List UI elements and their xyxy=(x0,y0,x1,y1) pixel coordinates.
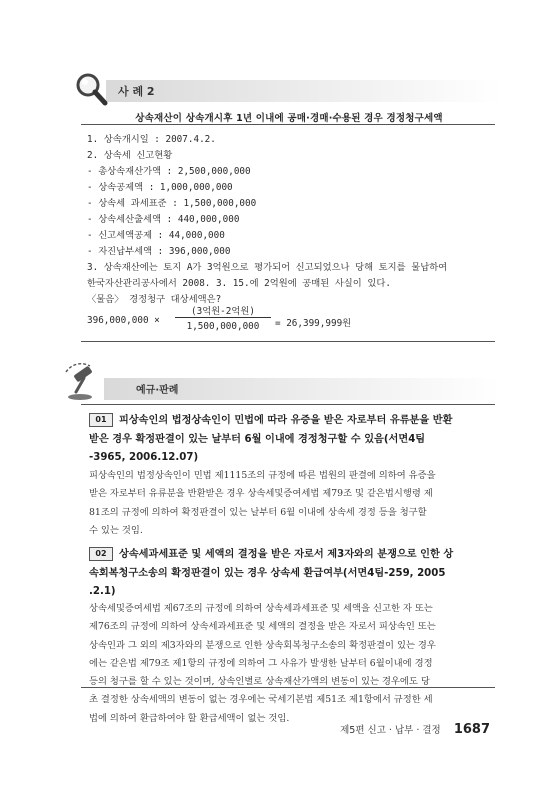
formula-denominator: 1,500,000,000 xyxy=(186,321,260,332)
page-number: 1687 xyxy=(453,722,490,737)
formula xyxy=(87,303,487,337)
rulings-bottom-divider xyxy=(81,687,495,688)
ruling-item-body xyxy=(89,600,494,728)
rulings-label: 예규·판례 xyxy=(136,385,179,396)
item-number-badge: 01 xyxy=(89,413,113,427)
ruling-body-line: 상속세및증여세법 제67조의 규정에 의하여 상속세과세표준 및 세액을 신고한 자 또는 xyxy=(89,603,433,614)
case-line: - 신고세액공제 : 44,000,000 xyxy=(87,230,225,241)
ruling-title-line: 받은 경우 확정판결이 있는 날부터 6월 이내에 경정청구할 수 있음(서면4팀 xyxy=(89,433,426,445)
ruling-body-line: 에는 같은법 제79조 제1항의 규정에 의하여 그 사유가 발생한 날부터 6월이내에 경정 xyxy=(89,657,433,669)
case-header-bar xyxy=(106,80,502,102)
case-subtitle: 상속재산이 상속개시후 1년 이내에 공매·경매·수용된 경우 경정청구세액 xyxy=(135,113,443,124)
ruling-body-line: 초 결정한 상속세액의 변동이 없는 경우에는 국세기본법 제51조 제1항에서 규정한 세 xyxy=(89,694,433,706)
case-line: - 상속세 과세표준 : 1,500,000,000 xyxy=(87,198,257,209)
case-box xyxy=(81,124,495,342)
ruling-item-title xyxy=(89,546,494,602)
ruling-body-line: 피상속인의 법정상속인이 민법 제1115조의 규정에 따른 법원의 판결에 의하여 유증을 xyxy=(89,470,436,481)
ruling-body-line: 상속인과 그 외의 제3자와의 분쟁으로 인한 상속회복청구소송의 확정판결이 있는 경우 xyxy=(89,639,436,651)
case-line: - 자진납부세액 : 396,000,000 xyxy=(87,246,231,257)
ruling-item-body xyxy=(89,467,494,540)
ruling-body-line: 등의 청구를 할 수 있는 것이며, 상속인별로 상속재산가액의 변동이 있는 경우에도 당 xyxy=(89,676,430,688)
case-label: 사 례 2 xyxy=(118,85,155,98)
ruling-title-line: 상속세과세표준 및 세액의 결정을 받은 자로서 제3자와의 분쟁으로 인한 상 xyxy=(119,549,454,560)
ruling-body-line: 받은 자로부터 유류분을 반환받은 경우 상속세및증여세법 제79조 및 같은법시행령 제 xyxy=(89,488,433,500)
case-line: 한국자산관리공사에서 2008. 3. 15.에 2억원에 공매된 사실이 있다. xyxy=(87,278,391,289)
rulings-header xyxy=(60,362,500,402)
ruling-title-line: .2.1) xyxy=(89,586,116,597)
case-question: 〈물음〉 경정청구 대상세액은? xyxy=(87,294,222,305)
case-line: - 상속공제액 : 1,000,000,000 xyxy=(87,182,233,193)
magnifier-icon xyxy=(72,70,112,110)
fraction-bar xyxy=(175,317,271,318)
ruling-title-line: -3965, 2006.12.07) xyxy=(89,452,199,463)
case-line: 3. 상속재산에는 토지 A가 3억원으로 평가되어 신고되었으나 당해 토지를 물납하여 xyxy=(87,262,448,273)
case-line: - 상속세산출세액 : 440,000,000 xyxy=(87,214,240,225)
ruling-item-title xyxy=(89,412,494,468)
case-line: - 총상속재산가액 : 2,500,000,000 xyxy=(87,166,251,177)
formula-numerator: (3억원-2억원) xyxy=(191,306,255,317)
rulings-top-divider xyxy=(81,404,495,405)
ruling-body-line: 법에 의하여 환급하여야 할 환급세액이 없는 것임. xyxy=(89,712,290,724)
formula-result: = 26,399,999원 xyxy=(275,318,352,329)
case-header xyxy=(72,70,502,104)
gavel-icon xyxy=(60,362,106,402)
footer-section: 제5편 신고 · 납부 · 결정 xyxy=(340,725,441,736)
case-line: 2. 상속세 신고현황 xyxy=(87,150,173,161)
formula-left: 396,000,000 × xyxy=(87,315,160,326)
page-footer xyxy=(300,718,490,738)
ruling-title-line: 피상속인의 법정상속인이 민법에 따라 유증을 받은 자로부터 유류분을 반환 xyxy=(119,415,453,426)
ruling-title-line: 속회복청구소송의 확정판결이 있는 경우 상속세 환급여부(서면4팀-259, 2005 xyxy=(89,567,446,579)
ruling-body-line: 제76조의 규정에 의하여 상속세과세표준 및 세액의 결정을 받은 자로서 피상속인 또는 xyxy=(89,621,436,633)
item-number-badge: 02 xyxy=(89,547,113,561)
case-line: 1. 상속개시일 : 2007.4.2. xyxy=(87,134,216,145)
ruling-body-line: 81조의 규정에 의하여 확정판결이 있는 날부터 6월 이내에 상속세 경정 등을 청구할 xyxy=(89,506,427,518)
ruling-body-line: 수 있는 것임. xyxy=(89,524,143,536)
